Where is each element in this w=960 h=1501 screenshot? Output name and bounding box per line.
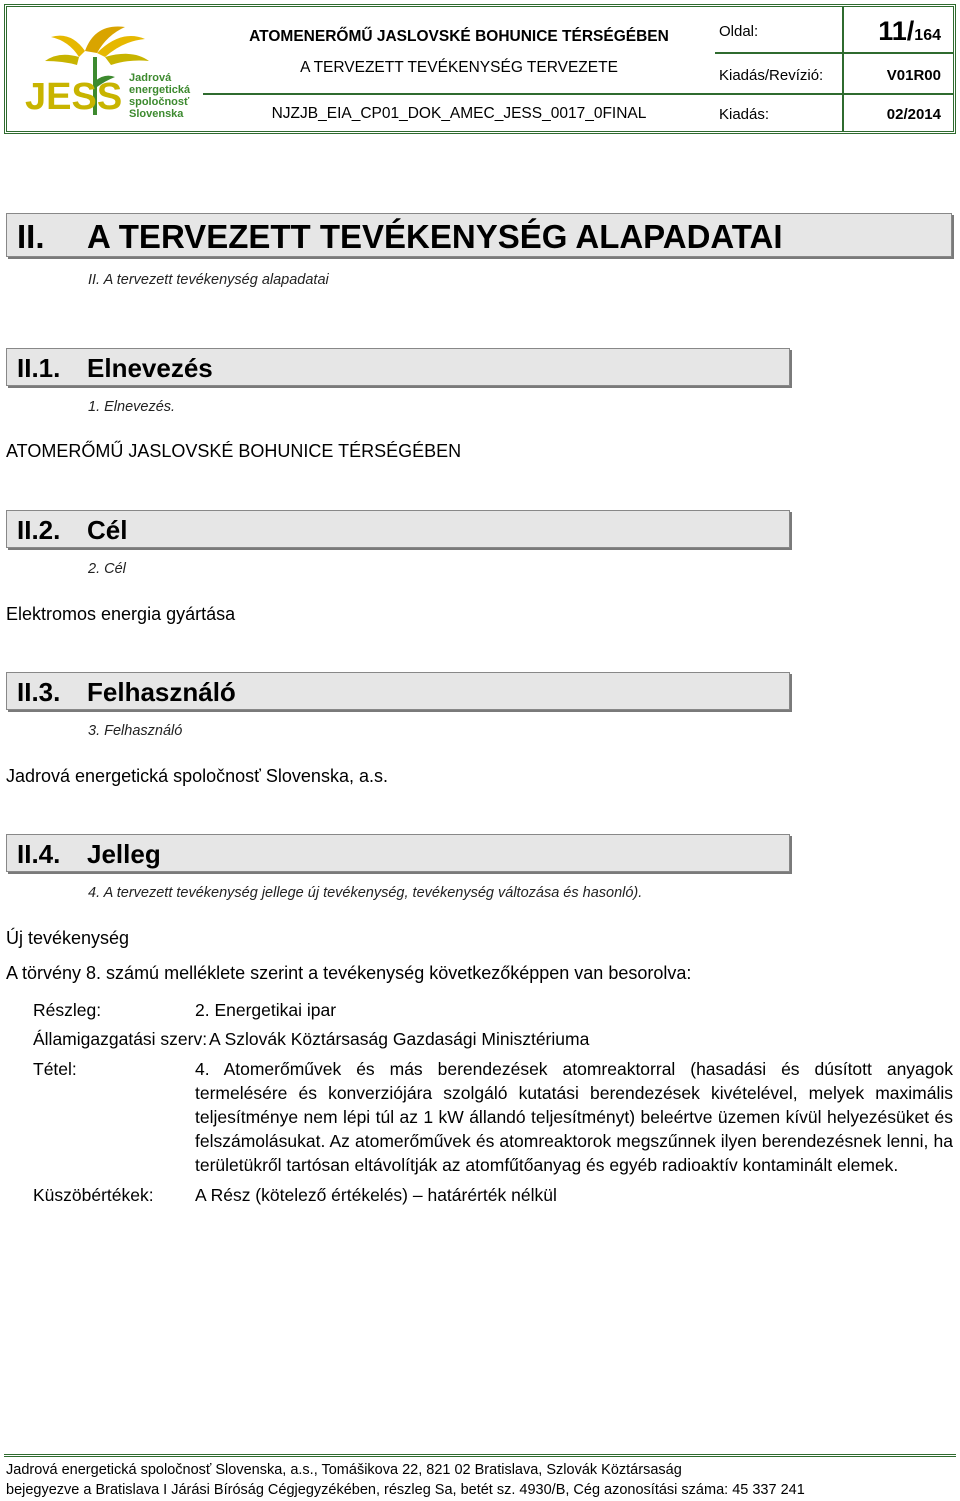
header-divider (715, 52, 953, 54)
issue-value: 02/2014 (886, 106, 941, 123)
document-code: NJZJB_EIA_CP01_DOK_AMEC_JESS_0017_0FINAL (271, 105, 647, 122)
logo-tagline: spoločnosť (129, 96, 190, 108)
section-number: II.3. (17, 677, 61, 707)
page-number (845, 16, 941, 47)
chapter-heading (6, 213, 952, 257)
section-text: Új tevékenység (6, 928, 130, 948)
revision-value: V01R00 (886, 67, 941, 84)
footer-registration: bejegyezve a Bratislava I Járási Bíróság Cégjegyzékében, részleg Sa, betét sz. 4930/B, Cég azonosítási száma: 45 337 241 (6, 1482, 805, 1498)
item-label: Tétel: (33, 1059, 77, 1079)
section-value: 2. Energetikai ipar (195, 1000, 337, 1020)
authority-label: Államigazgatási szerv: (33, 1029, 208, 1049)
classification-intro: A törvény 8. számú melléklete szerint a tevékenység következőképpen van besorolva: (6, 963, 692, 983)
section-text: ATOMERŐMŰ JASLOVSKÉ BOHUNICE TÉRSÉGÉBEN (6, 441, 462, 461)
header-divider (715, 93, 953, 95)
section-text: Elektromos energia gyártása (6, 604, 236, 624)
logo-tagline: energetická (129, 84, 191, 96)
jess-logo (25, 21, 193, 121)
logo-tagline: Slovenska (129, 108, 184, 120)
svg-text:JESS: JESS (25, 76, 123, 118)
revision-label: Kiadás/Revízió: (719, 67, 824, 84)
section-heading (6, 672, 790, 710)
page-total: 164 (914, 27, 941, 44)
section-number: II.2. (17, 515, 61, 545)
header-divider (203, 93, 715, 95)
section-heading (6, 834, 790, 872)
header-subtitle: A TERVEZETT TEVÉKENYSÉG TERVEZETE (300, 59, 618, 76)
section-note: 2. Cél (88, 561, 126, 577)
section-note: 4. A tervezett tevékenység jellege új tevékenység, tevékenység változása és hasonló). (88, 885, 643, 901)
header-title: ATOMENERŐMŰ JASLOVSKÉ BOHUNICE TÉRSÉGÉBEN (249, 28, 669, 45)
document-header (4, 4, 956, 134)
threshold-label: Küszöbértékek: (33, 1185, 154, 1205)
section-title: Cél (87, 515, 128, 545)
section-title: Elnevezés (87, 353, 213, 383)
section-heading (6, 348, 790, 386)
page-current: 11/ (878, 16, 915, 46)
section-heading (6, 510, 790, 548)
chapter-title: A TERVEZETT TEVÉKENYSÉG ALAPADATAI (87, 218, 783, 255)
issue-label: Kiadás: (719, 106, 770, 123)
footer-divider (4, 1454, 956, 1457)
section-note: 1. Elnevezés. (88, 399, 176, 415)
section-title: Felhasználó (87, 677, 236, 707)
chapter-note: II. A tervezett tevékenység alapadatai (88, 272, 329, 288)
page-label: Oldal: (719, 23, 759, 40)
logo-tagline: Jadrová (129, 72, 172, 84)
threshold-value: A Rész (kötelező értékelés) – határérték nélkül (195, 1185, 557, 1205)
section-title: Jelleg (87, 839, 161, 869)
section-text: Jadrová energetická spoločnosť Slovenska, a.s. (6, 766, 388, 786)
item-value: 4. Atomerőművek és más berendezések atomreaktorral (hasadási és dúsított anyagok termelésére és konverziójára szolgáló kutatási berendezések kivételével, melyek maximális teljesítménye nem lépi túl az 1 kW állandó teljesítményt) beleértve üzemen kívül helyezésüket és felszámolásukat. Az atomerőművek és atomreaktorok megszűnnek ilyen berendezésnek lenni, ha területükről tartósan eltávolítják az atomfűtőanyag és egyéb radioaktív kontaminált elemek. (195, 1059, 953, 1175)
section-number: II.4. (17, 839, 61, 869)
chapter-number: II. (17, 218, 45, 255)
header-divider (842, 7, 844, 131)
footer-address: Jadrová energetická spoločnosť Slovenska, a.s., Tomášikova 22, 821 02 Bratislava, Szlovák Köztársaság (6, 1462, 682, 1478)
section-note: 3. Felhasználó (88, 723, 183, 739)
authority-value: A Szlovák Köztársaság Gazdasági Minisztériuma (209, 1029, 590, 1049)
section-label: Részleg: (33, 1000, 102, 1020)
section-number: II.1. (17, 353, 61, 383)
